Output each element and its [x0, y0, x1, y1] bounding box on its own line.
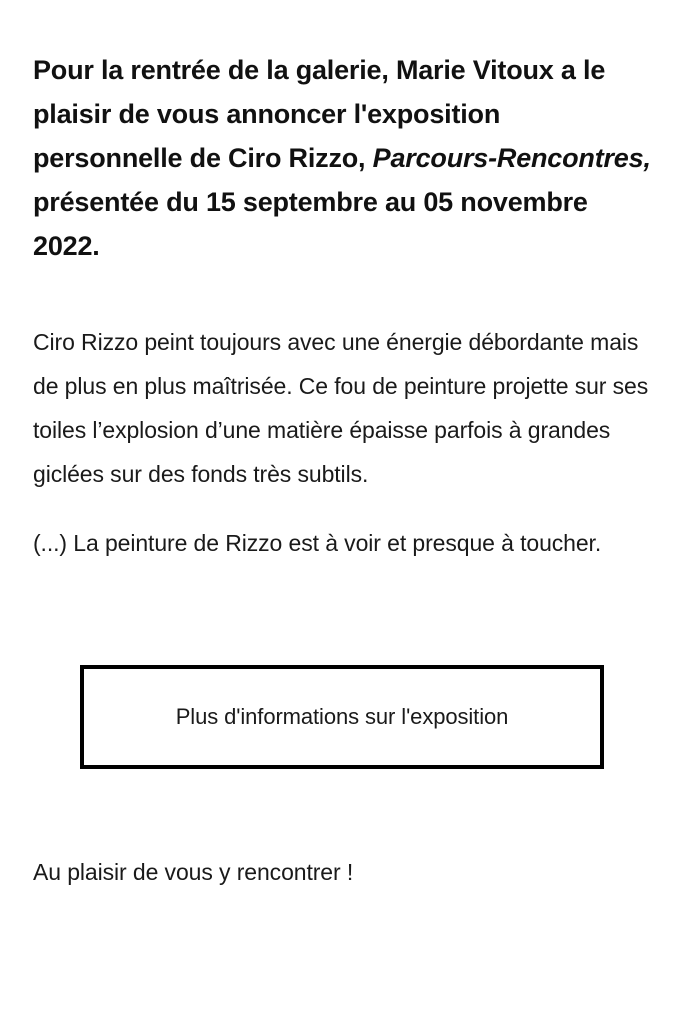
more-info-button[interactable]: Plus d'informations sur l'exposition [80, 665, 604, 769]
paragraph-2: (...) La peinture de Rizzo est à voir et presque à toucher. [33, 530, 602, 556]
headline-part-two: présentée du 15 septembre au 05 novembre 2022. [33, 187, 588, 261]
paragraph-1: Ciro Rizzo peint toujours avec une énergie débordante mais de plus en plus maîtrisée. Ce fou de peinture projette sur ses toiles l’explosion d’une matière épaisse parfois à grandes giclées sur des fonds très subtils. [33, 329, 649, 487]
exhibition-title: Parcours-Rencontres, [372, 143, 651, 173]
closing-line: Au plaisir de vous y rencontrer ! [33, 859, 354, 885]
body-text [33, 320, 651, 565]
cta-container [33, 665, 651, 769]
headline-part-one: Pour la rentrée de la galerie, Marie Vitoux a le plaisir de vous annoncer l'exposition personnelle de Ciro Rizzo, [33, 55, 606, 173]
page-title [33, 40, 651, 268]
